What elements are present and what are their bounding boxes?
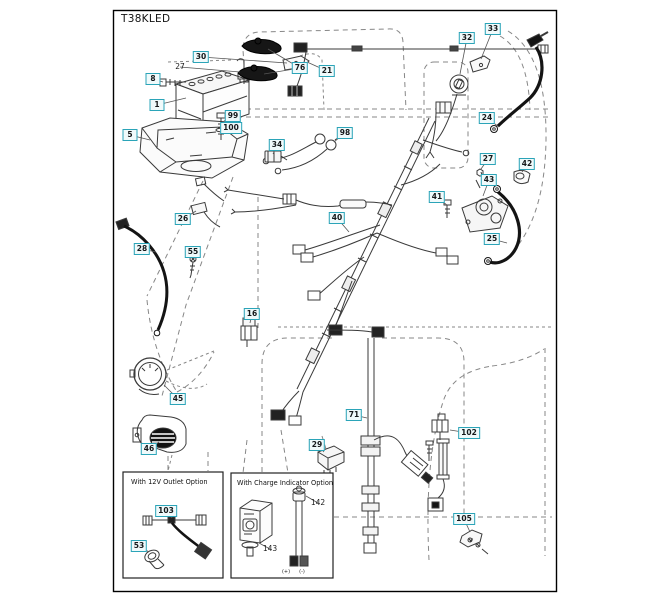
label-27: 27 — [175, 62, 185, 71]
callout-71: 71 — [346, 409, 362, 421]
callout-55: 55 — [185, 246, 201, 258]
callout-99: 99 — [225, 110, 241, 122]
callout-103: 103 — [155, 505, 177, 517]
terminal-covers-part — [238, 38, 281, 81]
solenoid-part — [462, 172, 508, 232]
callout-98: 98 — [337, 127, 353, 139]
inset-charge-indicator-title: With Charge Indicator Option — [237, 479, 334, 487]
callout-32: 32 — [459, 32, 475, 44]
callout-26: 26 — [175, 213, 191, 225]
callout-105: 105 — [453, 513, 475, 525]
inset-12v-outlet-title: With 12V Outlet Option — [131, 478, 208, 486]
cable-28-part — [116, 218, 167, 336]
wire-harness-part — [224, 118, 469, 425]
callout-29: 29 — [309, 439, 325, 451]
relay-part — [265, 151, 287, 162]
label-143: 143 — [262, 544, 278, 553]
callout-8: 8 — [146, 73, 161, 85]
nut-part — [477, 169, 483, 176]
parts-line-art — [116, 32, 548, 578]
callout-76: 76 — [292, 62, 308, 74]
label-142: 142 — [310, 498, 326, 507]
long-lead-71-part — [361, 338, 433, 553]
callout-24: 24 — [479, 112, 495, 124]
solenoid-bolt-part — [444, 200, 451, 218]
callout-28: 28 — [134, 243, 150, 255]
callout-100: 100 — [220, 122, 242, 134]
callout-53: 53 — [131, 540, 147, 552]
callout-40: 40 — [329, 212, 345, 224]
callout-30: 30 — [193, 51, 209, 63]
page-title: T38KLED — [121, 13, 171, 25]
screw-55-part — [190, 256, 196, 278]
boot-part — [514, 170, 530, 183]
callout-27: 27 — [480, 153, 496, 165]
callout-34: 34 — [269, 139, 285, 151]
callout-21: 21 — [319, 65, 335, 77]
callout-46: 46 — [141, 443, 157, 455]
callout-33: 33 — [485, 23, 501, 35]
callout-42: 42 — [519, 158, 535, 170]
label-: (-) — [299, 569, 305, 575]
callout-1: 1 — [150, 99, 165, 111]
callout-5: 5 — [123, 129, 138, 141]
horn-part — [133, 415, 186, 452]
callout-25: 25 — [484, 233, 500, 245]
label-: (+) — [281, 569, 291, 575]
callout-43: 43 — [481, 174, 497, 186]
battery-cable-part — [288, 43, 548, 96]
interlock-switch-part — [241, 318, 257, 347]
wire-kit-102-part — [426, 414, 449, 511]
callout-45: 45 — [170, 393, 186, 405]
callout-102: 102 — [458, 427, 480, 439]
hour-meter-part — [130, 358, 166, 394]
small-lead-part — [195, 177, 224, 201]
callout-41: 41 — [429, 191, 445, 203]
clamp-105-part — [460, 530, 488, 554]
battery-tray-part — [140, 118, 248, 178]
callout-16: 16 — [244, 308, 260, 320]
